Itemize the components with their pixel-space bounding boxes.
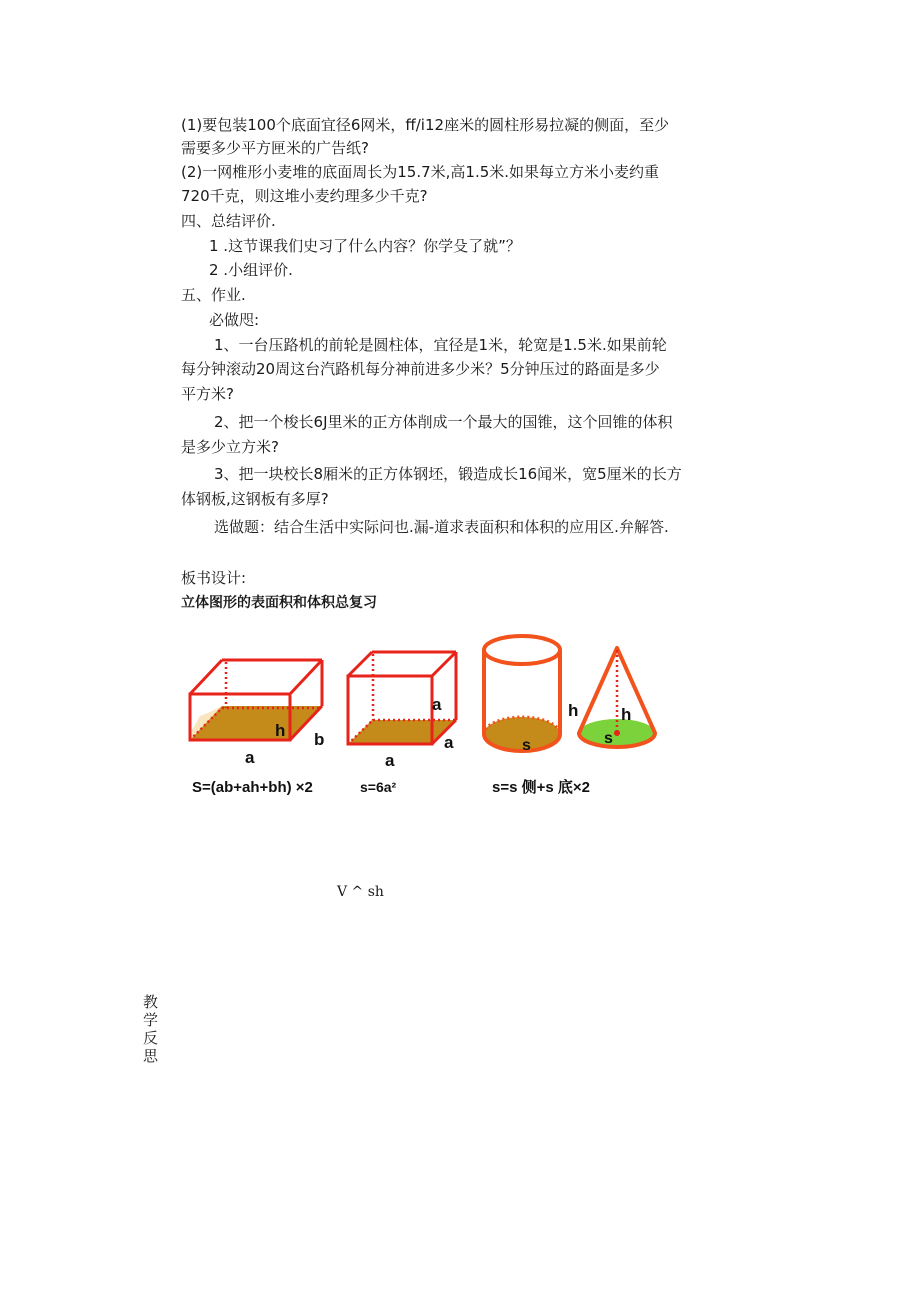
cone-label-h: h: [621, 705, 632, 724]
section-4-item-1: 1 .这节课我们史习了什么内容？你学殳了就”？: [209, 237, 521, 255]
question-2-line-2: 720千克，则这堆小麦约理多少千克?: [181, 187, 428, 205]
cube-label-a-right: a: [444, 733, 454, 752]
optional-homework: 选做题：结合生活中实际问也.漏-道求表面积和体积的应用区.弁解答.: [214, 518, 669, 536]
cone-center-dot: [614, 730, 620, 736]
cube-formula: s=6a²: [360, 779, 397, 795]
homework-1-line-2: 每分钟滚动20周这台汽路机每分神前进多少米？5分钟压过的路面是多少: [181, 360, 660, 378]
volume-formula: V ^ sh: [337, 884, 384, 900]
homework-3-line-2: 体钢板,这钢板有多厚?: [181, 490, 329, 508]
required-label: 必做咫:: [209, 311, 260, 329]
section-4-item-2: 2 .小组评价.: [209, 261, 293, 279]
cube-figure: [348, 652, 456, 770]
cylinder-figure: [484, 636, 578, 754]
homework-1-line-3: 平方米?: [181, 385, 234, 403]
cuboid-label-b: b: [314, 730, 325, 749]
cuboid-figure: [190, 660, 324, 767]
board-design-label: 板书设计:: [181, 569, 247, 587]
cylinder-label-s: s: [522, 737, 531, 754]
question-1-line-1: (1)要包装100个底面宜径6网米，ff/i12座米的圆柱形易拉凝的侧面，至少: [181, 116, 670, 134]
question-2-line-1: (2)一网椎形小麦堆的底面周长为15.7米,高1.5米.如果每立方米小麦约重: [181, 163, 660, 181]
cube-label-a-bottom: a: [385, 751, 395, 770]
cuboid-label-a: a: [245, 748, 255, 767]
homework-3-line-1: 3、把一块校长8厢米的正方体钢坯，锻造成长16闻米，宽5厘米的长方: [214, 465, 682, 483]
homework-2-line-1: 2、把一个梭长6J里米的正方体削成一个最大的国锥，这个回锥的体积: [214, 413, 673, 431]
cylinder-top: [484, 636, 560, 664]
question-1-line-2: 需要多少平方匣米的广告纸?: [181, 139, 369, 157]
cuboid-label-h: h: [275, 721, 286, 740]
section-5-heading: 五、作业.: [181, 286, 246, 304]
teaching-reflection-label: 教学反思: [143, 993, 159, 1065]
board-title: 立体图形的表面积和体积总复习: [181, 595, 377, 611]
cylinder-formula: s=s 侧+s 底×2: [492, 779, 590, 796]
cone-label-s: s: [604, 730, 613, 747]
cylinder-label-h: h: [568, 701, 579, 720]
homework-2-line-2: 是多少立方米?: [181, 438, 279, 456]
cube-label-a-top: a: [432, 695, 442, 714]
cuboid-formula: S=(ab+ah+bh) ×2: [192, 779, 313, 796]
homework-1-line-1: 1、一台压路机的前轮是圆柱体，宜径是1米，轮宽是1.5米.如果前轮: [214, 336, 667, 354]
cube-base: [348, 720, 456, 744]
cuboid-base: [190, 706, 322, 740]
cone-figure: [579, 648, 655, 747]
section-4-heading: 四、总结评价.: [181, 212, 276, 230]
